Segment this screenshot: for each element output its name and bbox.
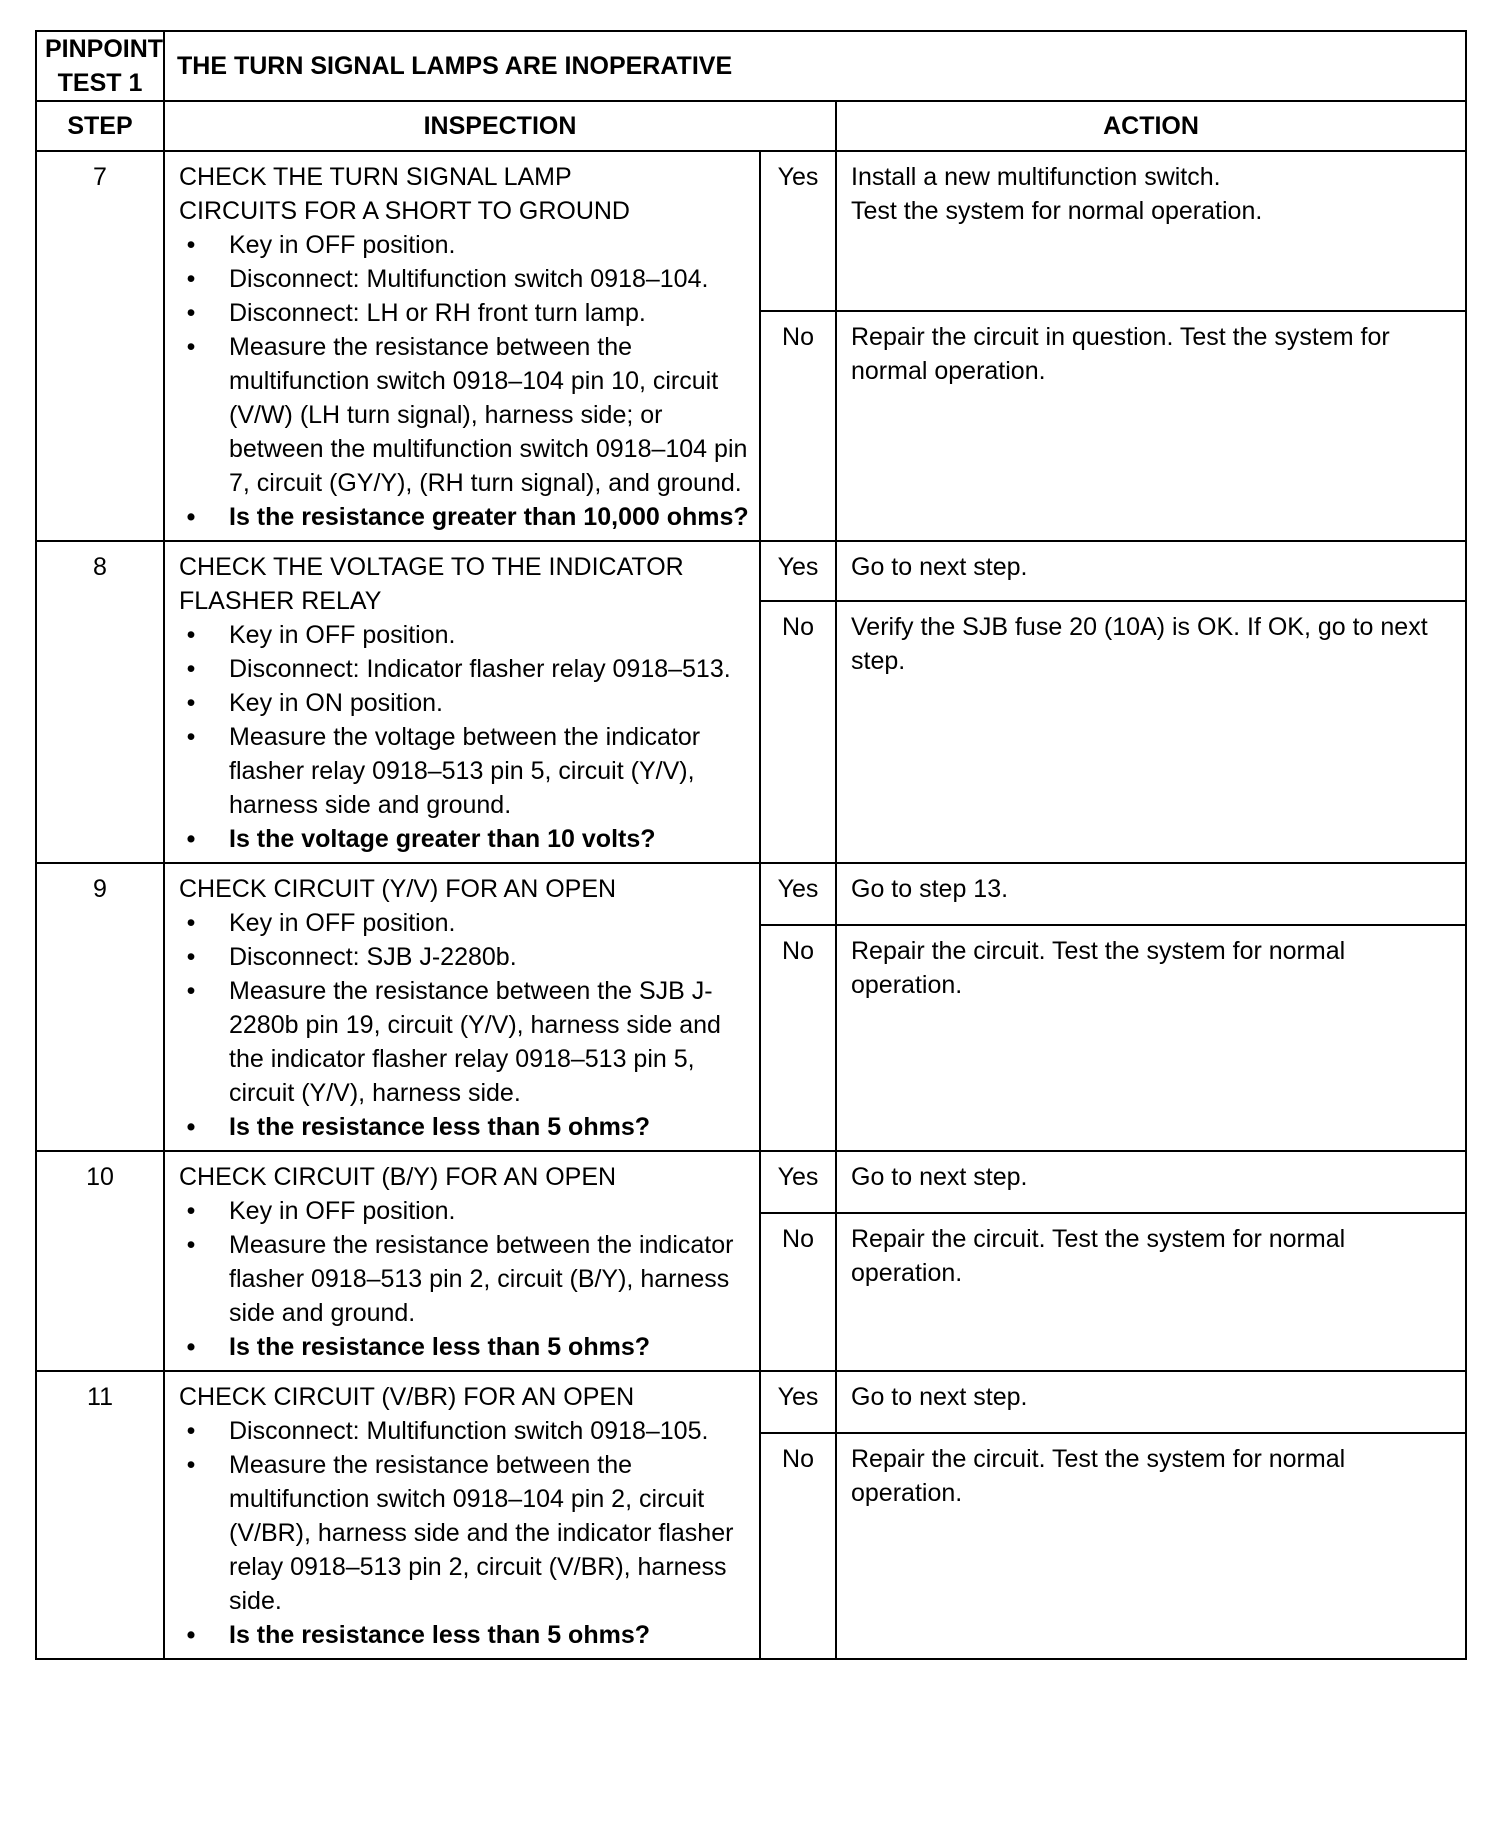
yes-action-text: Test the system for normal operation.: [851, 197, 1263, 225]
step-title-line: FLASHER RELAY: [179, 587, 382, 615]
no-action-text: Repair the circuit in question. Test the system for normal operation.: [851, 323, 1390, 385]
no-action-text: Repair the circuit. Test the system for normal operation.: [851, 1225, 1346, 1287]
test-header-row: [36, 31, 1466, 101]
inspection-bullet: • Measure the resistance between the SJB J-2280b pin 19, circuit (Y/V), harness side and the indicator flasher relay 0918–513 pin 5, circuit (Y/V), harness side.: [229, 974, 749, 1110]
test-title: THE TURN SIGNAL LAMPS ARE INOPERATIVE: [164, 31, 1466, 101]
yes-action-cell: [836, 863, 1466, 925]
step-row: [36, 863, 1466, 925]
yes-action-text: Go to next step.: [851, 1383, 1028, 1411]
no-label: No: [760, 1433, 836, 1659]
step-title-line: CHECK CIRCUIT (V/BR) FOR AN OPEN: [179, 1383, 635, 1411]
inspection-cell: [164, 1151, 760, 1371]
inspection-list: [179, 1194, 749, 1364]
yes-action-cell: [836, 1371, 1466, 1433]
test-label: PINPOINT TEST 1: [36, 31, 164, 101]
column-header-row: [36, 101, 1466, 151]
inspection-cell: [164, 1371, 760, 1659]
step-number: 11: [36, 1371, 164, 1659]
column-header-step: STEP: [36, 101, 164, 151]
inspection-list: [179, 618, 749, 856]
no-action-text: Verify the SJB fuse 20 (10A) is OK. If OK, go to next step.: [851, 613, 1428, 675]
step-title-line: CHECK CIRCUIT (Y/V) FOR AN OPEN: [179, 875, 617, 903]
no-action-cell: [836, 1213, 1466, 1371]
no-action-cell: [836, 925, 1466, 1151]
yes-label: Yes: [760, 1151, 836, 1213]
inspection-bullet: • Measure the resistance between the indicator flasher 0918–513 pin 2, circuit (B/Y), harness side and ground.: [229, 1228, 749, 1330]
inspection-bullet: • Disconnect: Multifunction switch 0918–105.: [229, 1414, 749, 1448]
yes-action-cell: [836, 541, 1466, 601]
no-label: No: [760, 1213, 836, 1371]
yes-label: Yes: [760, 1371, 836, 1433]
inspection-bullet: • Key in ON position.: [229, 686, 749, 720]
yes-label: Yes: [760, 151, 836, 311]
inspection-cell: [164, 151, 760, 541]
yes-label: Yes: [760, 541, 836, 601]
inspection-question: • Is the resistance greater than 10,000 ohms?: [229, 500, 749, 534]
yes-label: Yes: [760, 863, 836, 925]
yes-action-text: Go to next step.: [851, 553, 1028, 581]
inspection-bullet: • Measure the resistance between the multifunction switch 0918–104 pin 10, circuit (V/W) (LH turn signal), harness side; or between the multifunction switch 0918–104 pin 7, circuit (GY/Y), (RH turn signal), and ground.: [229, 330, 749, 500]
no-action-cell: [836, 1433, 1466, 1659]
column-header-inspection: INSPECTION: [164, 101, 836, 151]
inspection-list: [179, 906, 749, 1144]
no-action-cell: [836, 601, 1466, 863]
yes-action-text: Install a new multifunction switch.: [851, 163, 1221, 191]
step-title-line: CHECK CIRCUIT (B/Y) FOR AN OPEN: [179, 1163, 617, 1191]
inspection-question: • Is the voltage greater than 10 volts?: [229, 822, 749, 856]
yes-action-cell: [836, 151, 1466, 311]
step-number: 10: [36, 1151, 164, 1371]
inspection-bullet: • Measure the voltage between the indicator flasher relay 0918–513 pin 5, circuit (Y/V), harness side and ground.: [229, 720, 749, 822]
step-number: 7: [36, 151, 164, 541]
yes-action-text: Go to step 13.: [851, 875, 1009, 903]
inspection-bullet: • Measure the resistance between the multifunction switch 0918–104 pin 2, circuit (V/BR), harness side and the indicator flasher relay 0918–513 pin 2, circuit (V/BR), harness side.: [229, 1448, 749, 1618]
no-label: No: [760, 311, 836, 541]
inspection-cell: [164, 863, 760, 1151]
step-row: [36, 1151, 1466, 1213]
inspection-bullet: • Key in OFF position.: [229, 1194, 749, 1228]
inspection-bullet: • Key in OFF position.: [229, 906, 749, 940]
step-number: 9: [36, 863, 164, 1151]
inspection-bullet: • Disconnect: SJB J-2280b.: [229, 940, 749, 974]
step-title-line: CHECK THE TURN SIGNAL LAMP: [179, 163, 572, 191]
step-row: [36, 541, 1466, 601]
inspection-question: • Is the resistance less than 5 ohms?: [229, 1330, 749, 1364]
yes-action-cell: [836, 1151, 1466, 1213]
inspection-list: [179, 228, 749, 534]
inspection-bullet: • Disconnect: Multifunction switch 0918–104.: [229, 262, 749, 296]
inspection-cell: [164, 541, 760, 863]
no-label: No: [760, 601, 836, 863]
pinpoint-test-document: [35, 30, 1465, 1660]
inspection-list: [179, 1414, 749, 1652]
pinpoint-test-table: [35, 30, 1467, 1660]
inspection-bullet: • Key in OFF position.: [229, 228, 749, 262]
inspection-question: • Is the resistance less than 5 ohms?: [229, 1110, 749, 1144]
inspection-question: • Is the resistance less than 5 ohms?: [229, 1618, 749, 1652]
inspection-bullet: • Disconnect: Indicator flasher relay 0918–513.: [229, 652, 749, 686]
inspection-bullet: • Key in OFF position.: [229, 618, 749, 652]
step-title-line: CIRCUITS FOR A SHORT TO GROUND: [179, 197, 630, 225]
inspection-bullet: • Disconnect: LH or RH front turn lamp.: [229, 296, 749, 330]
step-number: 8: [36, 541, 164, 863]
no-action-text: Repair the circuit. Test the system for normal operation.: [851, 937, 1346, 999]
column-header-action: ACTION: [836, 101, 1466, 151]
step-row: [36, 151, 1466, 311]
step-row: [36, 1371, 1466, 1433]
step-title-line: CHECK THE VOLTAGE TO THE INDICATOR: [179, 553, 684, 581]
yes-action-text: Go to next step.: [851, 1163, 1028, 1191]
no-action-cell: [836, 311, 1466, 541]
no-action-text: Repair the circuit. Test the system for normal operation.: [851, 1445, 1346, 1507]
no-label: No: [760, 925, 836, 1151]
